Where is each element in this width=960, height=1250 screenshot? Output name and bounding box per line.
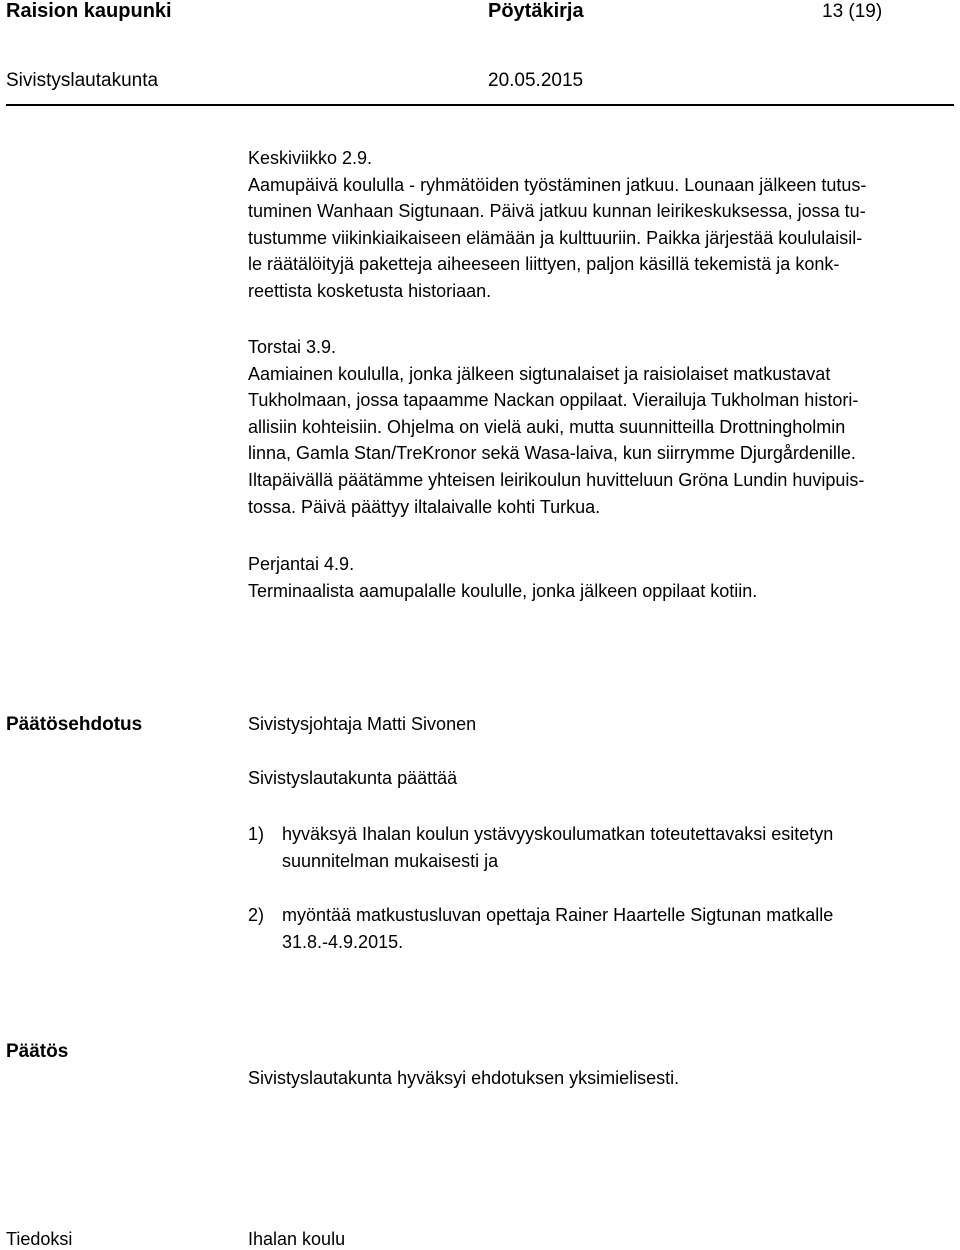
header-divider <box>6 104 954 106</box>
proposal-decides: Sivistyslautakunta päättää <box>248 768 458 788</box>
itinerary-line: Torstai 3.9. <box>248 337 337 357</box>
list-item-line: hyväksyä Ihalan koulun ystävyyskoulumatkan toteutettavaksi esitetyn <box>282 824 834 844</box>
itinerary-line: le räätälöityjä paketteja aiheeseen liittyen, paljon käsillä tekemistä ja konk- <box>248 254 840 275</box>
itinerary-line: linna, Gamla Stan/TreKronor sekä Wasa-laiva, kun siirrymme Djurgårdenille. <box>248 443 856 464</box>
itinerary-thursday <box>248 334 958 520</box>
decision-text: Sivistyslautakunta hyväksyi ehdotuksen yksimielisesti. <box>248 1068 680 1088</box>
itinerary-line: Iltapäivällä päätämme yhteisen leirikoulun huvitteluun Gröna Lundin huvipuis- <box>248 469 865 490</box>
proposal-label: Päätösehdotus <box>6 714 143 735</box>
itinerary-line: Aamupäivä koululla - ryhmätöiden työstäminen jatkuu. Lounaan jälkeen tutus- <box>248 174 867 195</box>
list-number: 2) <box>248 905 265 925</box>
itinerary-line: allisiin kohteisiin. Ohjelma on vielä auki, mutta suunnitteilla Drottningholmin <box>248 416 846 437</box>
header-date: 20.05.2015 <box>488 70 584 91</box>
header-board: Sivistyslautakunta <box>6 70 159 91</box>
proposal-proposer: Sivistysjohtaja Matti Sivonen <box>248 714 477 734</box>
footer-recipient: Ihalan koulu <box>248 1229 346 1249</box>
itinerary-line: Aamiainen koululla, jonka jälkeen sigtunalaiset ja raisiolaiset matkustavat <box>248 363 831 384</box>
itinerary-line: tossa. Päivä päättyy iltalaivalle kohti Turkua. <box>248 496 601 517</box>
itinerary-line: Terminaalista aamupalalle koululle, jonka jälkeen oppilaat kotiin. <box>248 580 758 601</box>
list-item-line: myöntää matkustusluvan opettaja Rainer Haartelle Sigtunan matkalle <box>282 905 834 925</box>
itinerary-line: tustumme viikinkiaikaiseen elämään ja kulttuuriin. Paikka järjestää koululaisil- <box>248 227 863 248</box>
itinerary-wednesday <box>248 145 958 305</box>
decision-label: Päätös <box>6 1041 69 1062</box>
itinerary-line: reettista kosketusta historiaan. <box>248 280 492 301</box>
itinerary-line: tuminen Wanhaan Sigtunaan. Päivä jatkuu kunnan leirikeskuksessa, jossa tu- <box>248 201 866 222</box>
itinerary-line: Tukholmaan, jossa tapaamme Nackan oppilaat. Vierailuja Tukholman histori- <box>248 390 859 411</box>
itinerary-friday <box>248 551 958 604</box>
header-page-number: 13 (19) <box>822 1 883 22</box>
header-org: Raision kaupunki <box>6 0 172 22</box>
header-doc-type: Pöytäkirja <box>488 0 584 22</box>
list-number: 1) <box>248 824 265 844</box>
footer-label: Tiedoksi <box>6 1229 73 1249</box>
itinerary-line: Keskiviikko 2.9. <box>248 148 373 168</box>
list-item-line: 31.8.-4.9.2015. <box>282 932 404 952</box>
itinerary-line: Perjantai 4.9. <box>248 554 355 574</box>
list-item-line: suunnitelman mukaisesti ja <box>282 851 499 871</box>
